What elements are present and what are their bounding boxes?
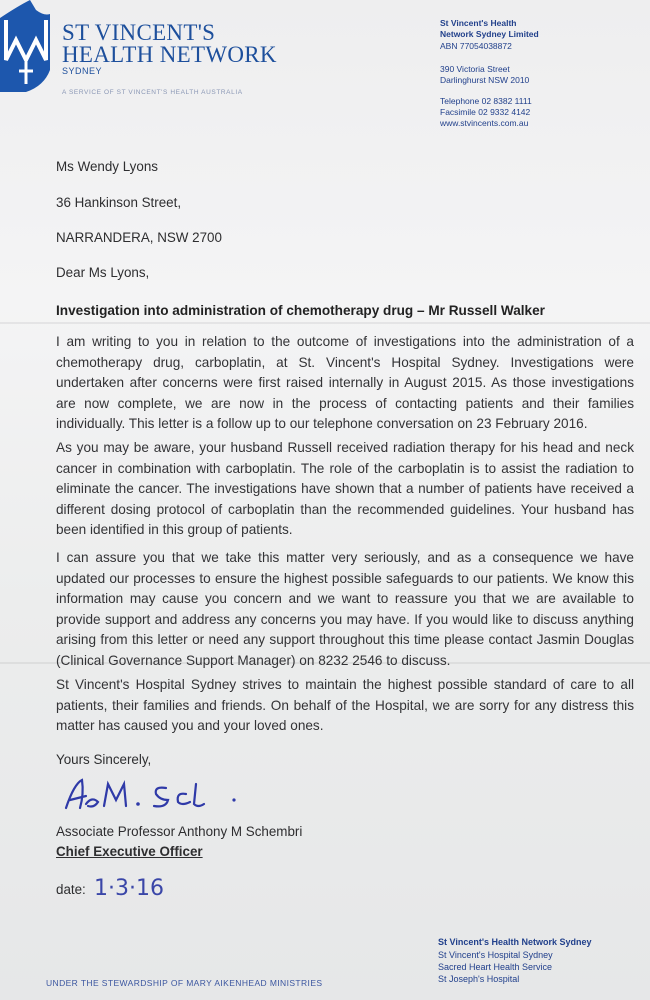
footer-hospital-2: Sacred Heart Health Service: [438, 962, 553, 972]
paragraph-4: St Vincent's Hospital Sydney strives to maintain the highest possible standard of care to all patients, their families and friends. On behalf of the Hospital, we are sorry for any distress this matter has caused you and your loved ones.: [56, 677, 634, 734]
footer-stewardship: UNDER THE STEWARDSHIP OF MARY AIKENHEAD MINISTRIES: [46, 978, 323, 988]
paper-fold: [0, 322, 650, 324]
salutation: Dear Ms Lyons,: [56, 265, 150, 280]
recipient-street: 36 Hankinson Street,: [56, 195, 182, 210]
recipient-city: NARRANDERA, NSW 2700: [56, 230, 222, 245]
paragraph-2: As you may be aware, your husband Russell received radiation therapy for his head and neck cancer in combination with carboplatin. The role of the carboplatin is to assist the radiation to eliminate the cancer. The investigations have shown that a number of patients have received a different dosing protocol of carboplatin than the recommended guidelines. Your husband has been identified in this group of patients.: [56, 440, 634, 538]
letter-subject: Investigation into administration of chemotherapy drug – Mr Russell Walker: [56, 303, 545, 318]
address-facsimile: Facsimile 02 9332 4142: [440, 107, 531, 117]
org-name-line2: HEALTH NETWORK: [62, 42, 277, 67]
date-value: 1·3·16: [94, 876, 164, 901]
paragraph-3: I can assure you that we take this matter very seriously, and as a consequence we have updated our processes to ensure the highest possible safeguards to our patients. We know this information may cause you concern and we want to reassure you that we are available to provide support and address any concerns you may have. If you would like to discuss anything arising from this letter or need any support throughout this time please contact Jasmin Douglas (Clinical Governance Support Manager) on 8232 2546 to discuss.: [56, 550, 634, 668]
address-telephone: Telephone 02 8382 1111: [440, 96, 532, 106]
address-name-line1: St Vincent's Health: [440, 18, 517, 28]
address-street: 390 Victoria Street: [440, 64, 510, 74]
footer-network: St Vincent's Health Network Sydney: [438, 937, 592, 947]
paragraph-1: I am writing to you in relation to the outcome of investigations into the administration of a chemotherapy drug, carboplatin, at St. Vincent's Hospital Sydney. Investigations were undertaken after concerns were first raised internally in August 2015. As those investigations are now complete, we are now in the process of contacting patients and their families individually. This letter is a follow up to our telephone conversation on 23 February 2016.: [56, 334, 634, 432]
address-website: www.stvincents.com.au: [440, 118, 529, 128]
recipient-name: Ms Wendy Lyons: [56, 159, 158, 174]
signatory-title: Chief Executive Officer: [56, 844, 203, 859]
cross-shield-icon: [0, 0, 52, 96]
org-name-line1: ST VINCENT'S: [62, 20, 216, 45]
signature-icon: [62, 774, 252, 820]
service-line: A SERVICE OF ST VINCENT'S HEALTH AUSTRALIA: [62, 89, 243, 96]
closing: Yours Sincerely,: [56, 752, 152, 767]
address-name-line2: Network Sydney Limited: [440, 29, 539, 39]
address-suburb: Darlinghurst NSW 2010: [440, 75, 530, 85]
footer-hospital-1: St Vincent's Hospital Sydney: [438, 950, 553, 960]
org-name-line3: SYDNEY: [62, 66, 103, 76]
signatory-name: Associate Professor Anthony M Schembri: [56, 824, 303, 839]
address-abn: ABN 77054038872: [440, 41, 512, 51]
footer-hospital-3: St Joseph's Hospital: [438, 974, 520, 984]
date-label: date:: [56, 882, 86, 897]
